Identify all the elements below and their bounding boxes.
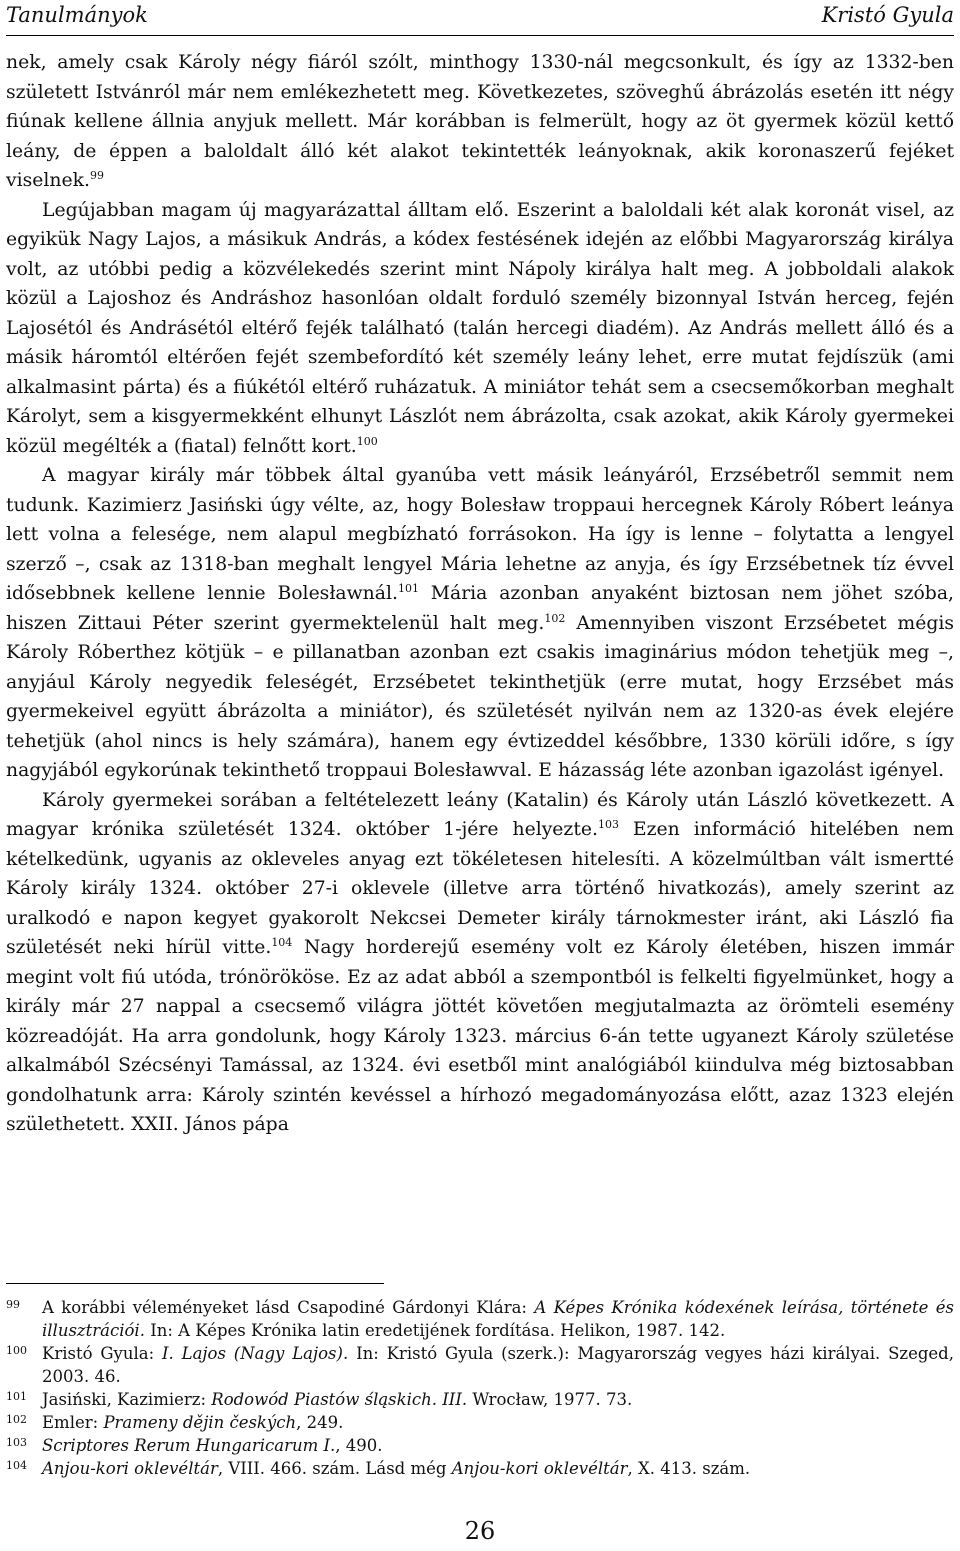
footnote-text: A korábbi véleményeket lásd Csapodiné Gárdonyi Klára: [42,1298,535,1317]
footnote-text: Emler: [42,1413,104,1432]
footnote-text: Kristó Gyula: [42,1344,163,1363]
footnote [6,1388,954,1411]
paragraph [6,48,954,196]
footnote-ref[interactable]: 104 [271,936,293,949]
footnote-title: Anjou-kori oklevéltár [42,1459,218,1478]
footnote [6,1434,954,1457]
footnote-ref[interactable]: 102 [544,611,566,625]
text-run: Mária azonban anyaként biztosan nem jöhet szóba, hiszen Zittaui Péter szerint gyermektelenül halt meg. [6,583,954,634]
page-number: 26 [464,1517,496,1545]
text-run: Legújabban magam új magyarázattal álltam elő. Eszerint a baloldali két alak koronát visel, az egyikük Nagy Lajos, a másikuk András, a kódex festésének idején az előbbi Magyarország királya volt, az utóbbi pedig a közvélekedés szerint mint Nápoly királya halt meg. A jobboldali alakok közül a Lajoshoz és Andráshoz hasonlóan oldalt forduló személy bizonnyal István herceg, fején Lajosétól és Andrásétól eltérő fejék található (talán hercegi diadém). Az András mellett álló és a másik háromtól eltérően fejét szembefordító két személy leány lehet, erre mutat fejdíszük (ami alkalmasint párta) és a fiúkétól eltérő ruházatuk. A miniátor tehát sem a csecsemőkorban meghalt Károlyt, sem a kisgyermekként elhunyt Lászlót nem ábrázolta, csak azokat, akik Károly gyermekei közül megélték a (fiatal) felnőtt kort. [6,199,954,457]
footnote-text: , X. 413. szám. [627,1459,751,1478]
header-author: Kristó Gyula [821,3,954,27]
article-body [6,48,954,1140]
footnote-number: 99 [6,1298,20,1311]
footnote [6,1457,954,1480]
footnote-number: 100 [6,1344,27,1357]
footnote [6,1296,954,1342]
footnote-number: 103 [6,1436,27,1449]
footnote-ref[interactable]: 101 [397,582,419,595]
footnote-text: , 490. [335,1436,383,1455]
footnote-number: 102 [6,1413,27,1426]
footnote-title: A Képes Krónika kódexének leírása, története és illusztrációi. [42,1298,954,1340]
footnote-text: In: A Képes Krónika latin eredetijének fordítása. Helikon, 1987. 142. [144,1321,726,1340]
footnote-title: I. Lajos (Nagy Lajos). [162,1344,349,1363]
footnote-number: 104 [6,1459,27,1472]
running-header [6,0,954,34]
text-run: Ezen információ hitelében nem kételkedünk, ugyanis az okleveles anyag ezt tökéletesen hitelesíti. A közelmúltban vált ismertté Károly király 1324. október 27-i oklevele (illetve arra történő hivatkozás), amely szerint az uralkodó e napon kegyet gyakorolt Nekcsei Demeter király tárnokmester iránt, aki László fia születését neki hírül vitte. [6,819,954,958]
text-run: Károly gyermekei sorában a feltételezett leány (Katalin) és Károly után László következett. A magyar krónika születését 1324. október 1-jére helyezte. [6,789,954,840]
footnote-number: 101 [6,1390,27,1403]
footnote [6,1342,954,1388]
text-run: Amennyiben viszont Erzsébetet mégis Károly Róberthez kötjük – e pillanatban azonban ezt csakis imaginárius módon tehetjük meg –, anyjául Károly negyedik feleségét, Erzsébetet tekinthetjük (erre mutat, hogy Erzsébet más gyermekeivel együtt ábrázolta a miniátor), és születését nyilván nem az 1320-as évek elejére tehetjük (ahol nincs is hely számára), hanem egy évtizeddel későbbre, 1330 körüli időre, s így nagyjából egykorúnak tekinthető troppaui Bolesławval. E házasság léte azonban igazolást igényel. [6,612,954,781]
footnote-text: Wrocław, 1977. 73. [467,1390,633,1409]
footnote-ref[interactable]: 99 [89,169,104,182]
header-section-title: Tanulmányok [6,3,148,27]
footnote-title: Rodowód Piastów śląskich. III. [211,1390,468,1409]
footnote-title: Scriptores Rerum Hungaricarum I. [42,1436,336,1455]
footnote-ref[interactable]: 100 [356,434,378,448]
text-run: Nagy horderejű esemény volt ez Károly életében, hiszen immár megint volt fiú utóda, trónörököse. Ez az adat abból a szempontból is felkelti figyelmünket, hogy a király már 27 nappal a csecsemő világra jöttét követően megjutalmazta az örömteli esemény közreadóját. Ha arra gondolunk, hogy Károly 1323. március 6-án tette ugyanezt Károly születése alkalmából Szécsényi Tamással, az 1324. évi esetből mint analógiából kiindulva még biztosabban gondolhatunk arra: Károly szintén kevéssel a hírhozó megadományozása előtt, azaz 1323 elején születhetett. XXII. János pápa [6,937,954,1135]
footnotes [6,1296,954,1480]
footnote-ref[interactable]: 103 [597,818,619,831]
footnote-title: Prameny dějin českých [103,1413,297,1432]
footnote-text: In: Kristó Gyula (szerk.): Magyarország vegyes házi királyai. Szeged, 2003. 46. [42,1344,954,1386]
footnote-text: , VIII. 466. szám. Lásd még [217,1459,452,1478]
header-divider [6,35,954,36]
text-run: nek, amely csak Károly négy fiáról szólt, minthogy 1330-nál megcsonkult, és így az 1332-ben született Istvánról már nem emlékezhetett meg. Következetes, szöveghű ábrázolás esetén itt négy fiúnak kellene állnia anyjuk mellett. Már korábban is felmerült, hogy az öt gyermek közül kettő leány, de éppen a baloldalt álló két alakot tekintették leányoknak, akik koronaszerű fejéket viselnek. [6,52,954,191]
footnote-text: , 249. [296,1413,344,1432]
footnote-divider [6,1283,384,1284]
paragraph [6,461,954,786]
text-run: A magyar király már többek által gyanúba vett másik leányáról, Erzsébetről semmit nem tudunk. Kazimierz Jasiński úgy vélte, az, hogy Bolesław troppaui hercegnek Károly Róbert leánya lett volna a felesége, nem alapul megbízható forrásokon. Ha így is lenne – folytatta a lengyel szerző –, csak az 1318-ban meghalt lengyel Mária lehetne az anyja, és így Erzsébetnek tíz évvel idősebbnek kellene lennie Bolesławnál. [6,465,954,604]
paragraph [6,786,954,1140]
paragraph [6,196,954,462]
footnote-text: Jasiński, Kazimierz: [42,1390,212,1409]
footnote-title: Anjou-kori oklevéltár [451,1459,628,1478]
footnote [6,1411,954,1434]
